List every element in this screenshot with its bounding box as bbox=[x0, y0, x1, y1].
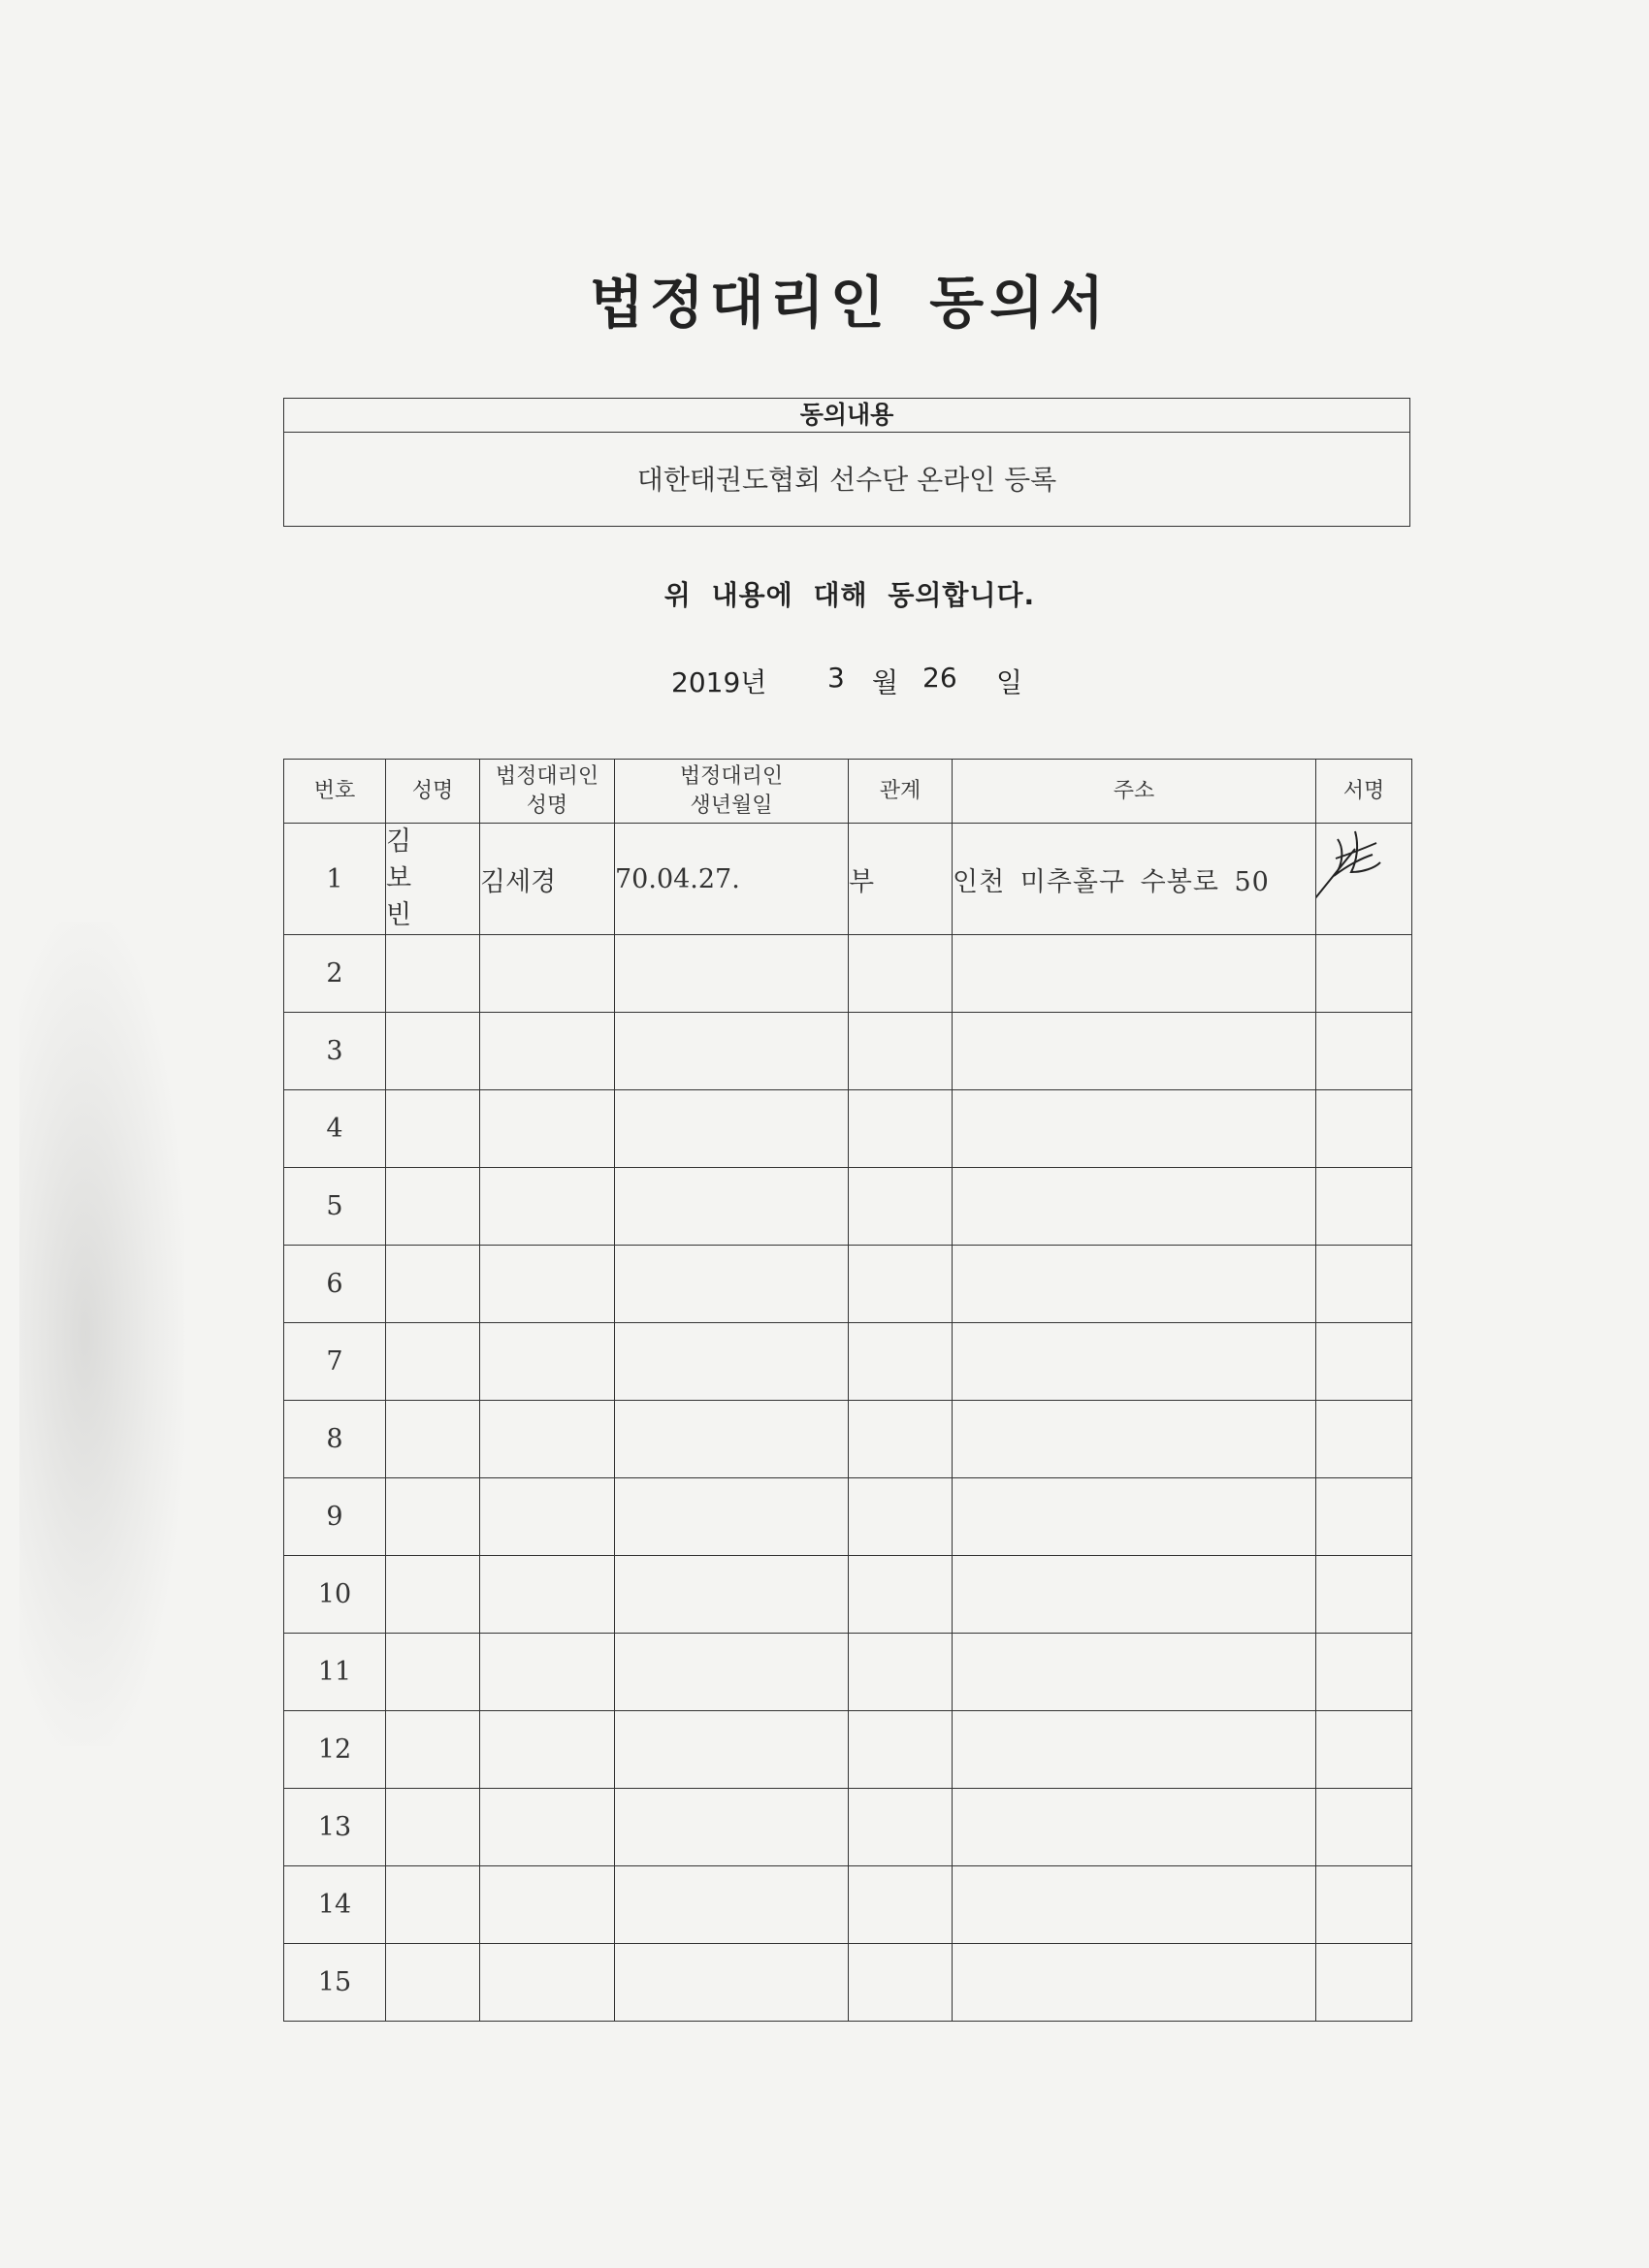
cell-name bbox=[386, 935, 480, 1013]
cell-signature bbox=[1316, 935, 1412, 1013]
table-row bbox=[284, 824, 1412, 935]
cell-signature bbox=[1316, 1246, 1412, 1323]
cell-number: 4 bbox=[284, 1090, 386, 1168]
cell-number: 8 bbox=[284, 1401, 386, 1478]
cell-number: 14 bbox=[284, 1866, 386, 1944]
date-day: 26 bbox=[922, 662, 957, 694]
cell-rep-birth bbox=[615, 1168, 849, 1246]
cell-relation bbox=[849, 1168, 953, 1246]
table-row bbox=[284, 1789, 1412, 1866]
cell-relation bbox=[849, 1556, 953, 1634]
cell-relation bbox=[849, 1866, 953, 1944]
cell-relation bbox=[849, 935, 953, 1013]
handwritten-signature bbox=[1316, 824, 1395, 929]
cell-rep-birth bbox=[615, 1090, 849, 1168]
table-row bbox=[284, 1866, 1412, 1944]
cell-relation bbox=[849, 1634, 953, 1711]
table-row bbox=[284, 1556, 1412, 1634]
cell-name bbox=[386, 1013, 480, 1090]
cell-rep-name bbox=[480, 1090, 615, 1168]
cell-rep-birth: 70.04.27. bbox=[615, 824, 849, 935]
cell-address bbox=[953, 1478, 1316, 1556]
cell-signature bbox=[1316, 824, 1412, 935]
cell-name bbox=[386, 1401, 480, 1478]
table-row bbox=[284, 1090, 1412, 1168]
cell-rep-name bbox=[480, 1866, 615, 1944]
document-title: 법정대리인 동의서 bbox=[589, 270, 1111, 336]
cell-rep-name bbox=[480, 1168, 615, 1246]
cell-relation bbox=[849, 1711, 953, 1789]
cell-rep-name bbox=[480, 1634, 615, 1711]
cell-rep-birth bbox=[615, 1323, 849, 1401]
cell-rep-name bbox=[480, 1944, 615, 2022]
date-year: 2019년 bbox=[671, 666, 767, 698]
cell-rep-name bbox=[480, 1556, 615, 1634]
cell-name bbox=[386, 1789, 480, 1866]
header-name: 성명 bbox=[386, 760, 480, 824]
cell-address bbox=[953, 1090, 1316, 1168]
cell-rep-name bbox=[480, 1711, 615, 1789]
cell-rep-name bbox=[480, 1323, 615, 1401]
cell-rep-birth bbox=[615, 1634, 849, 1711]
table-row bbox=[284, 1944, 1412, 2022]
date-month: 3 bbox=[827, 662, 845, 694]
cell-address bbox=[953, 935, 1316, 1013]
cell-address bbox=[953, 1556, 1316, 1634]
cell-rep-name bbox=[480, 935, 615, 1013]
cell-address bbox=[953, 1789, 1316, 1866]
cell-signature bbox=[1316, 1944, 1412, 2022]
header-signature: 서명 bbox=[1316, 760, 1412, 824]
cell-relation bbox=[849, 1789, 953, 1866]
cell-name bbox=[386, 1246, 480, 1323]
cell-rep-name bbox=[480, 1478, 615, 1556]
cell-rep-name bbox=[480, 1401, 615, 1478]
cell-address bbox=[953, 1168, 1316, 1246]
cell-rep-name bbox=[480, 1246, 615, 1323]
guardian-table bbox=[283, 759, 1412, 2022]
table-row bbox=[284, 1634, 1412, 1711]
table-row bbox=[284, 1323, 1412, 1401]
header-rep-name-line2: 성명 bbox=[526, 793, 568, 818]
cell-rep-birth bbox=[615, 1789, 849, 1866]
cell-relation bbox=[849, 1246, 953, 1323]
cell-number: 11 bbox=[284, 1634, 386, 1711]
date-month-unit: 월 bbox=[872, 666, 899, 698]
cell-relation bbox=[849, 1478, 953, 1556]
table-row bbox=[284, 1168, 1412, 1246]
cell-rep-birth bbox=[615, 1401, 849, 1478]
header-relation: 관계 bbox=[849, 760, 953, 824]
cell-number: 1 bbox=[284, 824, 386, 935]
cell-name bbox=[386, 1556, 480, 1634]
cell-rep-birth bbox=[615, 1246, 849, 1323]
cell-relation bbox=[849, 1013, 953, 1090]
table-header-row bbox=[284, 760, 1412, 824]
cell-rep-name: 김세경 bbox=[480, 824, 615, 935]
cell-signature bbox=[1316, 1090, 1412, 1168]
cell-relation: 부 bbox=[849, 824, 953, 935]
cell-rep-birth bbox=[615, 935, 849, 1013]
table-row bbox=[284, 1246, 1412, 1323]
header-rep-birth-line1: 법정대리인 bbox=[679, 763, 784, 789]
cell-rep-name bbox=[480, 1789, 615, 1866]
cell-signature bbox=[1316, 1556, 1412, 1634]
consent-header: 동의내용 bbox=[284, 399, 1409, 433]
cell-number: 2 bbox=[284, 935, 386, 1013]
table-row bbox=[284, 1013, 1412, 1090]
header-rep-name-line1: 법정대리인 bbox=[495, 763, 599, 789]
header-number: 번호 bbox=[284, 760, 386, 824]
cell-name bbox=[386, 1090, 480, 1168]
cell-address bbox=[953, 1634, 1316, 1711]
table-row bbox=[284, 935, 1412, 1013]
cell-number: 12 bbox=[284, 1711, 386, 1789]
cell-number: 9 bbox=[284, 1478, 386, 1556]
cell-rep-birth bbox=[615, 1711, 849, 1789]
cell-rep-birth bbox=[615, 1013, 849, 1090]
cell-rep-birth bbox=[615, 1866, 849, 1944]
cell-name: 김 보 빈 bbox=[386, 824, 480, 935]
header-rep-birth bbox=[615, 760, 849, 824]
cell-signature bbox=[1316, 1168, 1412, 1246]
cell-signature bbox=[1316, 1013, 1412, 1090]
cell-name bbox=[386, 1323, 480, 1401]
cell-relation bbox=[849, 1944, 953, 2022]
header-rep-name bbox=[480, 760, 615, 824]
cell-number: 10 bbox=[284, 1556, 386, 1634]
cell-rep-birth bbox=[615, 1478, 849, 1556]
cell-address bbox=[953, 1944, 1316, 2022]
cell-number: 6 bbox=[284, 1246, 386, 1323]
cell-address bbox=[953, 1013, 1316, 1090]
cell-address bbox=[953, 1401, 1316, 1478]
cell-number: 5 bbox=[284, 1168, 386, 1246]
cell-address bbox=[953, 1323, 1316, 1401]
cell-number: 7 bbox=[284, 1323, 386, 1401]
cell-relation bbox=[849, 1323, 953, 1401]
cell-number: 15 bbox=[284, 1944, 386, 2022]
cell-signature bbox=[1316, 1634, 1412, 1711]
cell-rep-birth bbox=[615, 1556, 849, 1634]
scan-smudge bbox=[19, 922, 184, 1746]
agreement-statement: 위 내용에 대해 동의합니다. bbox=[663, 579, 1036, 611]
cell-name bbox=[386, 1711, 480, 1789]
cell-signature bbox=[1316, 1711, 1412, 1789]
date-day-unit: 일 bbox=[996, 666, 1023, 698]
cell-address bbox=[953, 1246, 1316, 1323]
table-row bbox=[284, 1478, 1412, 1556]
table-row bbox=[284, 1711, 1412, 1789]
cell-signature bbox=[1316, 1866, 1412, 1944]
cell-name bbox=[386, 1866, 480, 1944]
cell-number: 3 bbox=[284, 1013, 386, 1090]
cell-signature bbox=[1316, 1478, 1412, 1556]
cell-relation bbox=[849, 1401, 953, 1478]
consent-text: 대한태권도협회 선수단 온라인 등록 bbox=[636, 464, 1057, 496]
cell-relation bbox=[849, 1090, 953, 1168]
consent-content-box bbox=[283, 398, 1410, 527]
header-address: 주소 bbox=[953, 760, 1316, 824]
cell-signature bbox=[1316, 1789, 1412, 1866]
header-rep-birth-line2: 생년월일 bbox=[690, 793, 773, 818]
cell-address: 인천 미추홀구 수봉로 50 bbox=[953, 824, 1316, 935]
table-row bbox=[284, 1401, 1412, 1478]
cell-signature bbox=[1316, 1323, 1412, 1401]
cell-name bbox=[386, 1944, 480, 2022]
cell-rep-name bbox=[480, 1013, 615, 1090]
cell-name bbox=[386, 1634, 480, 1711]
cell-signature bbox=[1316, 1401, 1412, 1478]
cell-address bbox=[953, 1866, 1316, 1944]
cell-name bbox=[386, 1168, 480, 1246]
cell-name bbox=[386, 1478, 480, 1556]
cell-address bbox=[953, 1711, 1316, 1789]
cell-rep-birth bbox=[615, 1944, 849, 2022]
cell-number: 13 bbox=[284, 1789, 386, 1866]
